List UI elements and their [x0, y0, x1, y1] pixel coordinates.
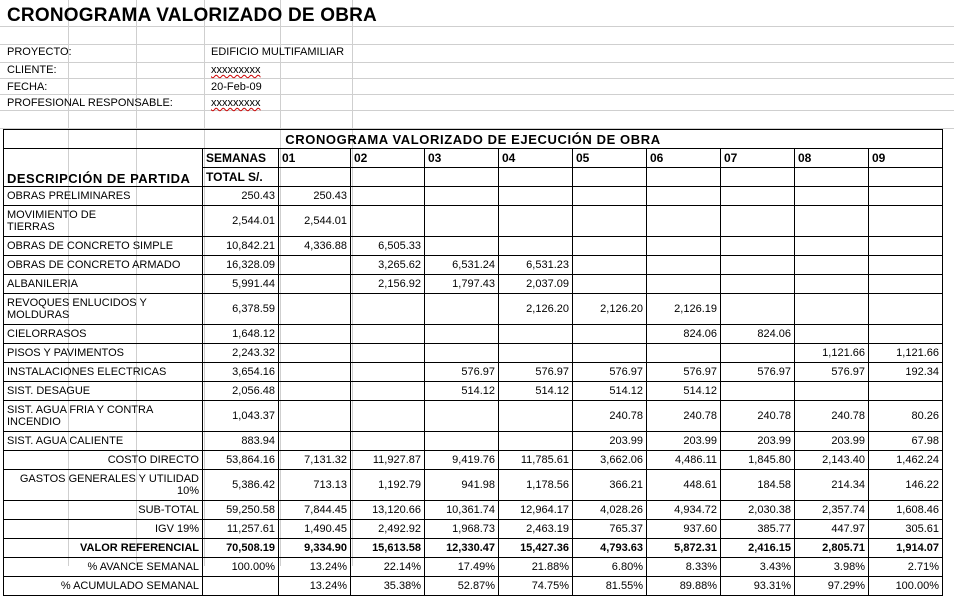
- week-value-cell: 240.78: [721, 401, 795, 432]
- week-value-cell: 203.99: [795, 432, 869, 451]
- week-value-cell: 6,505.33: [351, 237, 425, 256]
- week-header: 06: [647, 149, 721, 168]
- total-header: TOTAL S/.: [203, 168, 279, 187]
- week-value-cell: 765.37: [573, 520, 647, 539]
- week-value-cell: 12,964.17: [499, 501, 573, 520]
- week-value-cell: 22.14%: [351, 558, 425, 577]
- week-value-cell: [721, 237, 795, 256]
- total-cell: 6,378.59: [203, 294, 279, 325]
- info-label-cliente: CLIENTE:: [7, 64, 57, 76]
- week-value-cell: 447.97: [795, 520, 869, 539]
- week-value-cell: 1,490.45: [279, 520, 351, 539]
- week-value-cell: 203.99: [721, 432, 795, 451]
- week-value-cell: [279, 432, 351, 451]
- summary-row: [4, 539, 943, 558]
- week-value-cell: 576.97: [573, 363, 647, 382]
- week-value-cell: [647, 237, 721, 256]
- week-value-cell: [279, 256, 351, 275]
- week-value-cell: [869, 294, 943, 325]
- week-value-cell: 2,357.74: [795, 501, 869, 520]
- partida-description: OBRAS DE CONCRETO ARMADO: [4, 256, 203, 275]
- total-cell: 5,386.42: [203, 470, 279, 501]
- empty-cell: [795, 168, 869, 187]
- total-cell: 2,243.32: [203, 344, 279, 363]
- week-value-cell: 97.29%: [795, 577, 869, 596]
- week-value-cell: 1,178.56: [499, 470, 573, 501]
- week-value-cell: [795, 237, 869, 256]
- summary-row: [4, 451, 943, 470]
- week-value-cell: 1,462.24: [869, 451, 943, 470]
- info-value-fecha: 20-Feb-09: [211, 81, 262, 93]
- week-value-cell: 12,330.47: [425, 539, 499, 558]
- week-value-cell: [573, 187, 647, 206]
- total-cell: [203, 577, 279, 596]
- partida-description: OBRAS PRELIMINARES: [4, 187, 203, 206]
- week-header: 04: [499, 149, 573, 168]
- week-value-cell: 2,492.92: [351, 520, 425, 539]
- week-value-cell: [351, 401, 425, 432]
- table-row: [4, 382, 943, 401]
- week-header: 07: [721, 149, 795, 168]
- total-cell: 10,842.21: [203, 237, 279, 256]
- week-value-cell: [573, 237, 647, 256]
- week-value-cell: [795, 206, 869, 237]
- week-value-cell: [869, 206, 943, 237]
- week-value-cell: [647, 187, 721, 206]
- partida-description: REVOQUES ENLUCIDOS Y MOLDURAS: [4, 294, 203, 325]
- info-value-cliente: xxxxxxxxx: [211, 64, 261, 76]
- table-row: [4, 237, 943, 256]
- summary-label: % ACUMULADO SEMANAL: [4, 577, 203, 596]
- week-value-cell: [573, 325, 647, 344]
- week-value-cell: 824.06: [721, 325, 795, 344]
- week-value-cell: 514.12: [573, 382, 647, 401]
- summary-label: GASTOS GENERALES Y UTILIDAD 10%: [4, 470, 203, 501]
- week-value-cell: 4,336.88: [279, 237, 351, 256]
- week-value-cell: [869, 187, 943, 206]
- week-value-cell: 937.60: [647, 520, 721, 539]
- total-cell: 5,991.44: [203, 275, 279, 294]
- week-value-cell: 576.97: [425, 363, 499, 382]
- week-value-cell: [721, 256, 795, 275]
- week-value-cell: [425, 344, 499, 363]
- partida-description: INSTALACIONES ELECTRICAS: [4, 363, 203, 382]
- week-value-cell: [351, 294, 425, 325]
- table-row: [4, 187, 943, 206]
- summary-label: COSTO DIRECTO: [4, 451, 203, 470]
- week-value-cell: [351, 187, 425, 206]
- week-value-cell: [425, 401, 499, 432]
- partida-description: OBRAS DE CONCRETO SIMPLE: [4, 237, 203, 256]
- table-row: [4, 294, 943, 325]
- week-value-cell: 3.98%: [795, 558, 869, 577]
- summary-row: [4, 470, 943, 501]
- week-value-cell: 4,793.63: [573, 539, 647, 558]
- week-value-cell: [795, 256, 869, 275]
- summary-row: [4, 520, 943, 539]
- week-value-cell: 11,785.61: [499, 451, 573, 470]
- summary-row: [4, 577, 943, 596]
- table-banner: CRONOGRAMA VALORIZADO DE EJECUCIÓN DE OBRA: [4, 130, 943, 149]
- week-value-cell: 214.34: [795, 470, 869, 501]
- table-row: [4, 275, 943, 294]
- total-cell: 250.43: [203, 187, 279, 206]
- week-value-cell: 74.75%: [499, 577, 573, 596]
- week-value-cell: [425, 206, 499, 237]
- week-value-cell: [573, 344, 647, 363]
- week-value-cell: 385.77: [721, 520, 795, 539]
- summary-body: [4, 451, 943, 596]
- week-value-cell: [351, 325, 425, 344]
- week-value-cell: 1,192.79: [351, 470, 425, 501]
- week-value-cell: 305.61: [869, 520, 943, 539]
- week-value-cell: 15,427.36: [499, 539, 573, 558]
- week-value-cell: [279, 401, 351, 432]
- week-value-cell: [351, 206, 425, 237]
- week-value-cell: [795, 187, 869, 206]
- week-value-cell: [499, 237, 573, 256]
- week-value-cell: [279, 294, 351, 325]
- week-value-cell: 366.21: [573, 470, 647, 501]
- week-value-cell: 514.12: [425, 382, 499, 401]
- partidas-body: [4, 187, 943, 451]
- week-value-cell: 1,121.66: [869, 344, 943, 363]
- week-value-cell: 7,131.32: [279, 451, 351, 470]
- week-value-cell: 1,845.80: [721, 451, 795, 470]
- info-value-proyecto: EDIFICIO MULTIFAMILIAR: [211, 46, 345, 58]
- table-row: [4, 401, 943, 432]
- week-value-cell: 2,463.19: [499, 520, 573, 539]
- week-value-cell: 2,156.92: [351, 275, 425, 294]
- schedule-table: [3, 129, 943, 596]
- table-row: [4, 256, 943, 275]
- week-value-cell: 2,037.09: [499, 275, 573, 294]
- total-cell: 1,648.12: [203, 325, 279, 344]
- summary-label: % AVANCE SEMANAL: [4, 558, 203, 577]
- week-value-cell: 240.78: [573, 401, 647, 432]
- partida-description: SIST. AGUA CALIENTE: [4, 432, 203, 451]
- week-value-cell: 21.88%: [499, 558, 573, 577]
- week-value-cell: 576.97: [499, 363, 573, 382]
- week-value-cell: 514.12: [499, 382, 573, 401]
- partida-description: CIELORRASOS: [4, 325, 203, 344]
- week-value-cell: [869, 382, 943, 401]
- week-value-cell: 1,608.46: [869, 501, 943, 520]
- week-value-cell: 192.34: [869, 363, 943, 382]
- week-value-cell: [279, 275, 351, 294]
- week-value-cell: [869, 256, 943, 275]
- week-value-cell: 4,486.11: [647, 451, 721, 470]
- week-value-cell: 15,613.58: [351, 539, 425, 558]
- week-value-cell: 203.99: [647, 432, 721, 451]
- week-value-cell: [425, 187, 499, 206]
- week-value-cell: 89.88%: [647, 577, 721, 596]
- week-value-cell: [573, 256, 647, 275]
- week-value-cell: [721, 275, 795, 294]
- week-value-cell: [425, 237, 499, 256]
- week-value-cell: [795, 294, 869, 325]
- partida-description: ALBANILERIA: [4, 275, 203, 294]
- week-value-cell: 2,143.40: [795, 451, 869, 470]
- week-value-cell: [869, 275, 943, 294]
- total-cell: 883.94: [203, 432, 279, 451]
- week-value-cell: 13.24%: [279, 558, 351, 577]
- week-value-cell: [721, 206, 795, 237]
- week-value-cell: [351, 363, 425, 382]
- week-header: 09: [869, 149, 943, 168]
- week-value-cell: [721, 294, 795, 325]
- total-cell: 70,508.19: [203, 539, 279, 558]
- empty-cell: [647, 168, 721, 187]
- week-value-cell: 184.58: [721, 470, 795, 501]
- week-value-cell: 1,121.66: [795, 344, 869, 363]
- week-value-cell: 146.22: [869, 470, 943, 501]
- week-value-cell: [573, 275, 647, 294]
- week-value-cell: 240.78: [647, 401, 721, 432]
- week-header: 03: [425, 149, 499, 168]
- semanas-header: SEMANAS: [203, 149, 279, 168]
- week-value-cell: 5,872.31: [647, 539, 721, 558]
- week-value-cell: 941.98: [425, 470, 499, 501]
- empty-cell: [425, 168, 499, 187]
- week-value-cell: 2.71%: [869, 558, 943, 577]
- total-cell: 2,056.48: [203, 382, 279, 401]
- table-row: [4, 432, 943, 451]
- week-value-cell: [351, 432, 425, 451]
- week-value-cell: [425, 325, 499, 344]
- summary-row: [4, 558, 943, 577]
- week-value-cell: 713.13: [279, 470, 351, 501]
- total-cell: 16,328.09: [203, 256, 279, 275]
- week-value-cell: [647, 275, 721, 294]
- info-label-fecha: FECHA:: [7, 81, 48, 93]
- week-value-cell: 4,028.26: [573, 501, 647, 520]
- partida-description: PISOS Y PAVIMENTOS: [4, 344, 203, 363]
- week-value-cell: [795, 325, 869, 344]
- week-value-cell: 2,126.20: [573, 294, 647, 325]
- week-value-cell: [573, 206, 647, 237]
- week-value-cell: [795, 382, 869, 401]
- week-value-cell: 250.43: [279, 187, 351, 206]
- week-value-cell: [425, 294, 499, 325]
- summary-label: SUB-TOTAL: [4, 501, 203, 520]
- week-value-cell: [647, 206, 721, 237]
- total-cell: 59,250.58: [203, 501, 279, 520]
- week-value-cell: [499, 432, 573, 451]
- table-row: [4, 344, 943, 363]
- week-value-cell: 13,120.66: [351, 501, 425, 520]
- total-cell: 100.00%: [203, 558, 279, 577]
- week-value-cell: 10,361.74: [425, 501, 499, 520]
- total-cell: 1,043.37: [203, 401, 279, 432]
- partida-description: MOVIMIENTO DE TIERRAS: [4, 206, 203, 237]
- week-value-cell: 93.31%: [721, 577, 795, 596]
- week-value-cell: 2,544.01: [279, 206, 351, 237]
- week-value-cell: [279, 363, 351, 382]
- week-value-cell: [279, 382, 351, 401]
- week-value-cell: [499, 344, 573, 363]
- week-value-cell: [721, 382, 795, 401]
- week-value-cell: 3,662.06: [573, 451, 647, 470]
- week-value-cell: 1,968.73: [425, 520, 499, 539]
- week-value-cell: 9,334.90: [279, 539, 351, 558]
- week-value-cell: 448.61: [647, 470, 721, 501]
- week-value-cell: [279, 325, 351, 344]
- week-header: 08: [795, 149, 869, 168]
- week-value-cell: 203.99: [573, 432, 647, 451]
- week-value-cell: 576.97: [795, 363, 869, 382]
- empty-cell: [573, 168, 647, 187]
- week-value-cell: 2,126.20: [499, 294, 573, 325]
- week-value-cell: 2,126.19: [647, 294, 721, 325]
- week-value-cell: 80.26: [869, 401, 943, 432]
- total-cell: 11,257.61: [203, 520, 279, 539]
- week-value-cell: 2,030.38: [721, 501, 795, 520]
- total-cell: 2,544.01: [203, 206, 279, 237]
- page-title: CRONOGRAMA VALORIZADO DE OBRA: [7, 5, 377, 26]
- week-value-cell: [499, 187, 573, 206]
- summary-label: VALOR REFERENCIAL: [4, 539, 203, 558]
- week-value-cell: [869, 325, 943, 344]
- week-value-cell: [647, 256, 721, 275]
- week-value-cell: [499, 206, 573, 237]
- week-value-cell: [351, 382, 425, 401]
- week-value-cell: 100.00%: [869, 577, 943, 596]
- week-value-cell: [869, 237, 943, 256]
- summary-label: IGV 19%: [4, 520, 203, 539]
- week-value-cell: 3,265.62: [351, 256, 425, 275]
- empty-cell: [869, 168, 943, 187]
- week-header: 02: [351, 149, 425, 168]
- week-value-cell: 3.43%: [721, 558, 795, 577]
- week-value-cell: 35.38%: [351, 577, 425, 596]
- week-value-cell: [279, 344, 351, 363]
- week-value-cell: [647, 344, 721, 363]
- empty-cell: [279, 168, 351, 187]
- week-value-cell: [499, 325, 573, 344]
- empty-cell: [721, 168, 795, 187]
- week-value-cell: 1,914.07: [869, 539, 943, 558]
- week-value-cell: 9,419.76: [425, 451, 499, 470]
- table-row: [4, 363, 943, 382]
- week-value-cell: [425, 432, 499, 451]
- week-value-cell: [721, 344, 795, 363]
- week-value-cell: [721, 187, 795, 206]
- empty-cell: [351, 168, 425, 187]
- summary-row: [4, 501, 943, 520]
- partida-description: SIST. DESAGUE: [4, 382, 203, 401]
- info-label-profesional: PROFESIONAL RESPONSABLE:: [7, 97, 173, 109]
- total-cell: 3,654.16: [203, 363, 279, 382]
- week-value-cell: [351, 344, 425, 363]
- week-value-cell: 576.97: [647, 363, 721, 382]
- week-value-cell: 6,531.24: [425, 256, 499, 275]
- week-value-cell: 67.98: [869, 432, 943, 451]
- week-value-cell: 2,416.15: [721, 539, 795, 558]
- week-value-cell: 7,844.45: [279, 501, 351, 520]
- description-header: DESCRIPCIÓN DE PARTIDA: [4, 149, 203, 187]
- week-value-cell: 1,797.43: [425, 275, 499, 294]
- week-value-cell: 2,805.71: [795, 539, 869, 558]
- week-value-cell: [499, 401, 573, 432]
- week-value-cell: 52.87%: [425, 577, 499, 596]
- info-label-proyecto: PROYECTO:: [7, 46, 72, 58]
- week-value-cell: 8.33%: [647, 558, 721, 577]
- week-header: 05: [573, 149, 647, 168]
- week-value-cell: 576.97: [721, 363, 795, 382]
- week-header: 01: [279, 149, 351, 168]
- week-value-cell: 6.80%: [573, 558, 647, 577]
- week-value-cell: 81.55%: [573, 577, 647, 596]
- total-cell: 53,864.16: [203, 451, 279, 470]
- week-value-cell: 11,927.87: [351, 451, 425, 470]
- info-value-profesional: xxxxxxxxx: [211, 97, 261, 109]
- week-value-cell: 514.12: [647, 382, 721, 401]
- week-value-cell: [795, 275, 869, 294]
- empty-cell: [499, 168, 573, 187]
- partida-description: SIST. AGUA FRIA Y CONTRA INCENDIO: [4, 401, 203, 432]
- week-value-cell: 17.49%: [425, 558, 499, 577]
- week-value-cell: 824.06: [647, 325, 721, 344]
- week-value-cell: 13.24%: [279, 577, 351, 596]
- week-value-cell: 240.78: [795, 401, 869, 432]
- table-row: [4, 325, 943, 344]
- week-value-cell: 4,934.72: [647, 501, 721, 520]
- table-row: [4, 206, 943, 237]
- week-value-cell: 6,531.23: [499, 256, 573, 275]
